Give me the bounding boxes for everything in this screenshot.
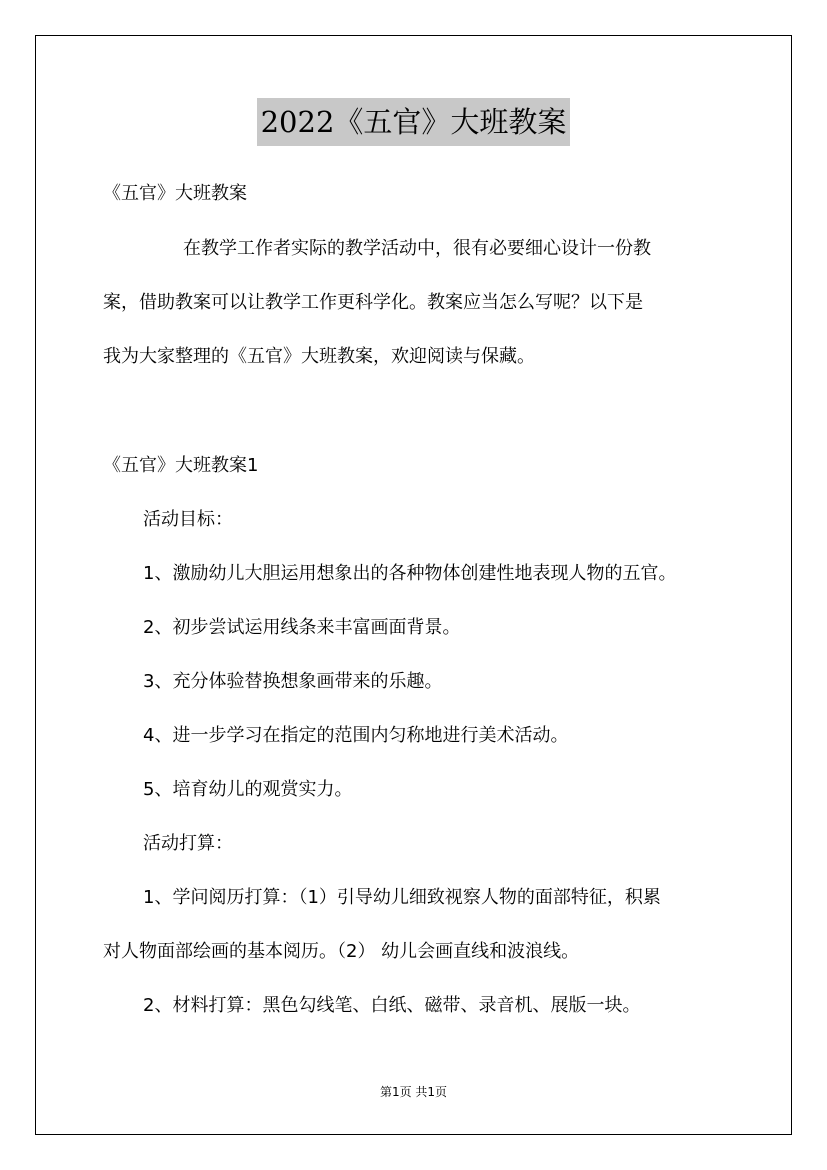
section-heading: 《五官》大班教案1: [103, 455, 259, 476]
prep-label: 活动打算：: [143, 833, 233, 854]
intro-line-1: 在教学工作者实际的教学活动中，很有必要细心设计一份教: [183, 238, 651, 259]
prep-line-1: 1、学问阅历打算：（1）引导幼儿细致视察人物的面部特征，积累: [143, 887, 661, 908]
intro-line-2: 案，借助教案可以让教学工作更科学化。教案应当怎么写呢？以下是: [103, 292, 643, 313]
page-footer: 第1页 共1页: [379, 1085, 448, 1099]
goal-item-4: 4、进一步学习在指定的范围内匀称地进行美术活动。: [143, 725, 569, 746]
goal-item-3: 3、充分体验替换想象画带来的乐趣。: [143, 671, 443, 692]
subtitle: 《五官》大班教案: [103, 183, 247, 204]
intro-line-3: 我为大家整理的《五官》大班教案，欢迎阅读与保藏。: [103, 346, 535, 367]
document-title-block: [0, 98, 827, 146]
goal-item-1: 1、激励幼儿大胆运用想象出的各种物体创建性地表现人物的五官。: [143, 563, 677, 584]
prep-line-3: 2、材料打算：黑色勾线笔、白纸、磁带、录音机、展版一块。: [143, 995, 641, 1016]
goal-item-5: 5、培育幼儿的观赏实力。: [143, 779, 353, 800]
prep-line-2: 对人物面部绘画的基本阅历。（2） 幼儿会画直线和波浪线。: [103, 941, 580, 962]
document-title: 2022《五官》大班教案: [257, 98, 571, 146]
goals-label: 活动目标：: [143, 509, 233, 530]
goal-item-2: 2、初步尝试运用线条来丰富画面背景。: [143, 617, 461, 638]
